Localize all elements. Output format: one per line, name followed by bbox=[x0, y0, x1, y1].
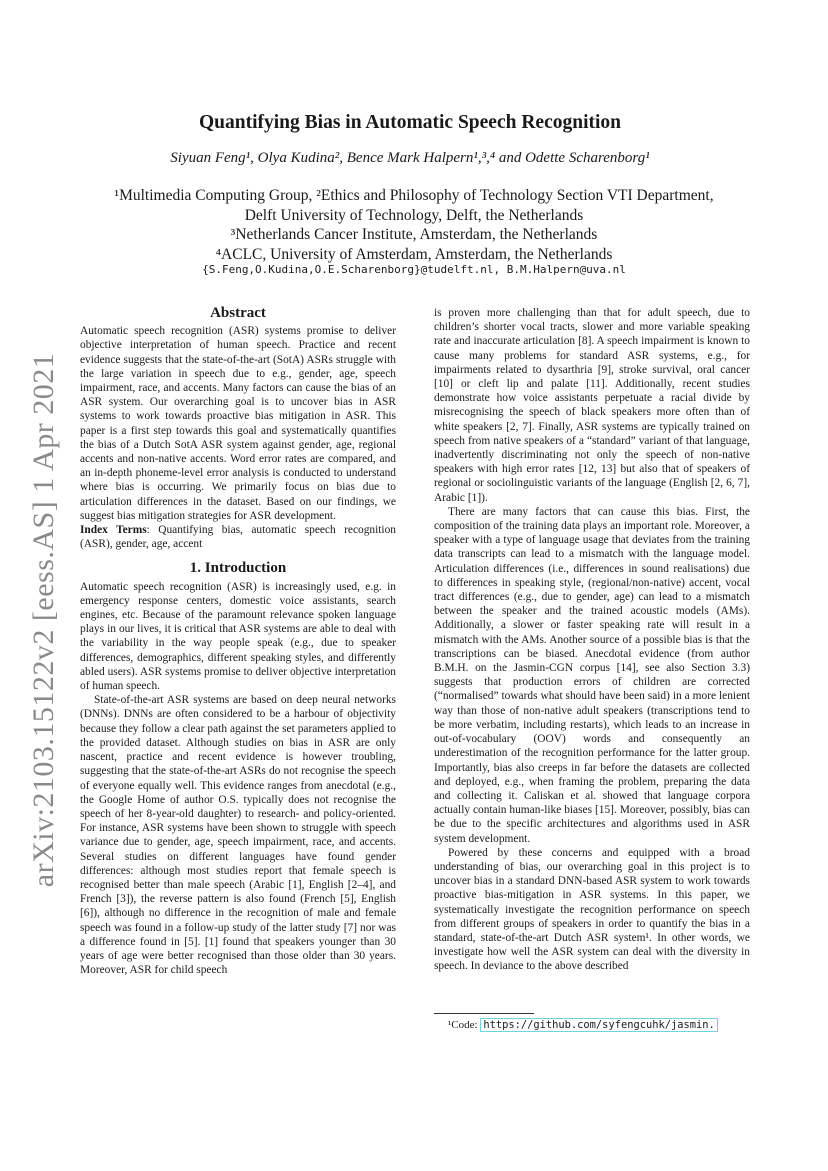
intro-paragraph: Automatic speech recognition (ASR) is increasingly used, e.g. in emergency response centers, domestic voice assistants, search engines, etc. Because of the paramount relevance spoken language plays in our lives, it is critical that ASR systems are able to deal with the variability in the way people speak (e.g., due to speaker differences, demographics, different speaking styles, and differently abled users). ASR systems promise to deliver objective interpretation of human speech. bbox=[80, 580, 396, 693]
body-paragraph: There are many factors that can cause this bias. First, the composition of the training data plays an important role. Moreover, a speaker with a type of language usage that deviates from the training data transcripts can lead to a mismatch with the language model. Articulation differences (i.e., differences in sound realisations) due to differences in speaking style, (regional/non-native) accent, vocal tract differences (e.g., due to gender, age) can lead to a mismatch between the speaker and the trained acoustic models (AMs). Additionally, a slower or faster speaking rate will result in a mismatch with the AMs. Another source of a possible bias is that the transcriptions can be biased. Anecdotal evidence (from author B.M.H. on the Jasmin-CGN corpus [14], see also Section 3.3) suggests that production errors of children are corrected (“normalised” towards what should have been said) in a more lenient way than those of non-native adult speakers (transcriptions tend to be more verbatim, including restarts), which leads to an increase in out-of-vocabulary (OOV) words and consequently an underestimation of the recognition performance for the latter group. Importantly, bias also creeps in far before the datasets are collected and deployed, e.g., when framing the problem, preparing the data and collecting it. Caliskan et al. showed that language corpora actually contain human-like biases [15]. Moreover, possibly, bias can be due to the specific architectures and algorithms used in ASR system development. bbox=[434, 505, 750, 845]
code-link[interactable]: https://github.com/syfengcuhk/jasmin. bbox=[480, 1018, 717, 1032]
arxiv-identifier bbox=[22, 352, 66, 888]
index-terms-label: Index Terms bbox=[80, 524, 147, 537]
affiliation-line: Delft University of Technology, Delft, the Netherlands bbox=[244, 206, 584, 224]
index-terms-text: : Quantifying bias, automatic speech recognition (ASR), gender, age, accent bbox=[80, 524, 396, 551]
index-terms bbox=[80, 523, 396, 551]
affiliations bbox=[80, 186, 748, 264]
right-column bbox=[434, 306, 750, 974]
author-list: Siyuan Feng¹, Olya Kudina², Bence Mark Halpern¹,³,⁴ and Odette Scharenborg¹ bbox=[170, 150, 650, 166]
left-column bbox=[80, 306, 396, 977]
abstract-text: Automatic speech recognition (ASR) systems promise to deliver objective interpretation of human speech. Practice and recent evidence suggests that the state-of-the-art (SotA) ASRs struggle with the large variation in speech due to e.g., gender, age, speech impairment, race, and accents. Many factors can cause the bias of an ASR system. Our overarching goal is to uncover bias in ASR systems to work towards proactive bias mitigation in ASR. This paper is a first step towards this goal and systematically quantifies the bias of a Dutch SotA ASR system against gender, age, regional accents and non-native accents. Word error rates are compared, and an in-depth phoneme-level error analysis is conducted to understand where bias is occurring. We primarily focus on bias due to articulation differences in the dataset. Based on our findings, we suggest bias mitigation strategies for ASR development. bbox=[80, 325, 396, 522]
body-paragraph: Powered by these concerns and equipped with a broad understanding of bias, our overarching goal in this project is to uncover bias in a standard DNN-based ASR system to work towards proactive bias-mitigation in ASR systems. In this paper, we systematically investigate the recognition performance on speech from different groups of speakers in order to quantify the bias in a standard, state-of-the-art Dutch ASR system¹. In other words, we investigate how well the ASR system can deal with the diversity in speech. In deviance to the above described bbox=[434, 846, 750, 973]
affiliation-line: ³Netherlands Cancer Institute, Amsterdam, the Netherlands bbox=[230, 226, 598, 243]
affiliation-line: ⁴ACLC, University of Amsterdam, Amsterdam, the Netherlands bbox=[215, 245, 613, 263]
abstract-heading: Abstract bbox=[210, 305, 266, 321]
introduction-heading: 1. Introduction bbox=[189, 560, 287, 577]
paper-title: Quantifying Bias in Automatic Speech Recognition bbox=[199, 112, 621, 133]
author-emails: {S.Feng,O.Kudina,O.E.Scharenborg}@tudelft.nl, B.M.Halpern@uva.nl bbox=[202, 263, 626, 276]
footnote-label: ¹Code: bbox=[448, 1019, 481, 1031]
arxiv-identifier-text: arXiv:2103.15122v2 [eess.AS] 1 Apr 2021 bbox=[27, 352, 61, 888]
footnote bbox=[448, 1018, 718, 1032]
footnote-divider bbox=[434, 1013, 534, 1014]
body-paragraph: is proven more challenging than that for adult speech, due to children’s shorter vocal tracts, slower and more variable speaking rate and inaccurate articulation [8]. A speech impairment is known to cause many problems for standard ASR systems, e.g., for impairments related to dysarthria [9], stroke survival, oral cancer [10] or cleft lip and palate [11]. Additionally, recent studies demonstrate how voice assistants perpetuate a racial divide by misrecognising the speech of black speakers more often than of white speakers [2, 7]. Finally, ASR systems are typically trained on speech from native speakers of a “standard” variant of that language, inadvertently discriminating not only the speech of non-native speakers with high error rates [12, 13] but also that of speakers of regional or sociolinguistic variants of the language (English [2, 6, 7], Arabic [1]). bbox=[434, 307, 750, 504]
affiliation-line: ¹Multimedia Computing Group, ²Ethics and Philosophy of Technology Section VTI Department, bbox=[114, 187, 714, 204]
intro-paragraph: State-of-the-art ASR systems are based on deep neural networks (DNNs). DNNs are often considered to be a harbour of objectivity because they follow a clear path against the set parameters applied to the provided dataset. Although studies on bias in ASR are only nascent, practice and recent evidence is however troubling, suggesting that the state-of-the-art ASRs do not recognise the speech of everyone equally well. This evidence ranges from anecdotal (e.g., the Google Home of author O.S. typically does not recognise the speech of her 8-year-old daughter) to research- and policy-oriented. For instance, ASR systems have been shown to struggle with speech variance due to gender, age, speech impairment, race, and accents. Several studies on different languages have found gender differences: although most studies report that female speech is recognised better than male speech (Arabic [1], English [2–4], and French [3]), the reverse pattern is also found (French [5], English [6]), although no difference in the recognition of male and female speech was found in a follow-up study of the latter study [7] nor was a difference found in [5]. [1] found that speakers younger than 30 years of age were better recognised than those older than 30 years. Moreover, ASR for child speech bbox=[80, 694, 396, 977]
